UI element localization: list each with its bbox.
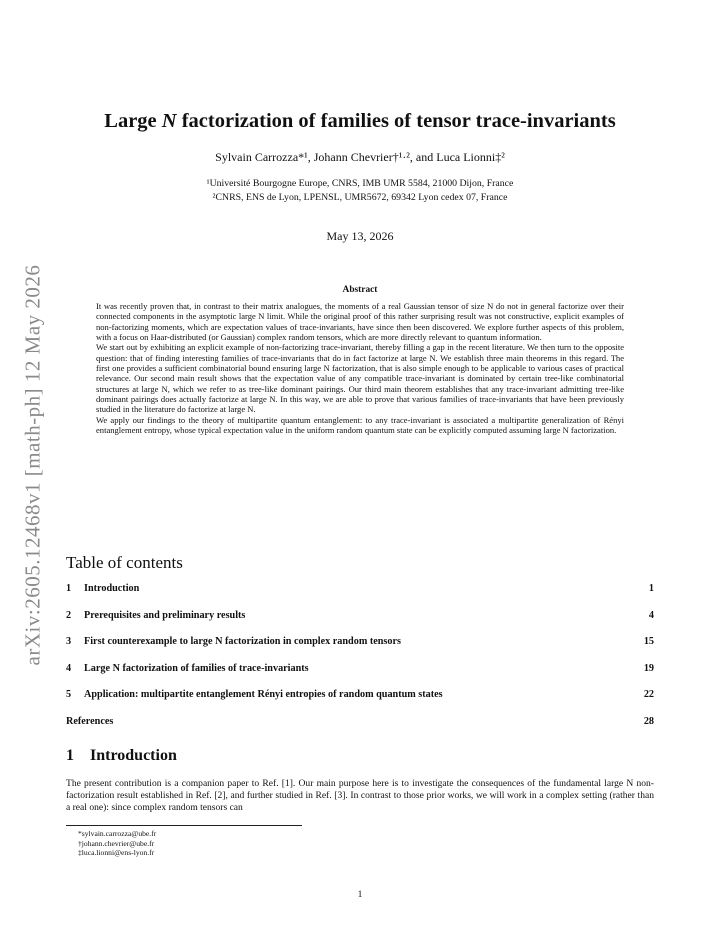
section-title: Introduction <box>90 747 177 764</box>
toc-entry-references[interactable] <box>66 716 654 743</box>
footnotes <box>78 829 156 858</box>
toc-entry[interactable] <box>66 583 654 610</box>
toc-entry[interactable] <box>66 689 654 716</box>
footnote[interactable]: †johann.chevrier@ube.fr <box>78 838 155 848</box>
title-var: N <box>161 110 177 132</box>
page-number: 1 <box>357 890 363 900</box>
affiliation-1: ¹Université Bourgogne Europe, CNRS, IMB UMR 5584, 21000 Dijon, France <box>206 178 514 189</box>
abstract-body <box>96 301 624 435</box>
footnote[interactable]: ‡luca.lionni@ens-lyon.fr <box>78 848 155 858</box>
toc-page[interactable]: 19 <box>643 662 654 674</box>
author-list: Sylvain Carrozza*¹, Johann Chevrier†¹·², and Luca Lionni‡² <box>215 150 505 164</box>
toc-page[interactable]: 28 <box>643 715 654 727</box>
abstract-paragraph: It was recently proven that, in contrast to their matrix analogues, the moments of a real Gaussian tensor of size N do not in general factorize over their connected components in the asymptotic large N limit. While the original proof of this rather surprising result was not constructive, explicit examples of non-factorizing moments, which are expectation values of trace-invariants, have since then been discovered. We explore further aspects of this problem, with a focus on Haar-distributed (or Gaussian) complex random tensors, which are more directly relevant to quantum information. <box>96 301 624 343</box>
toc-number: 2 <box>66 609 72 621</box>
affiliation-2: ²CNRS, ENS de Lyon, LPENSL, UMR5672, 69342 Lyon cedex 07, France <box>212 192 508 203</box>
toc-page[interactable]: 22 <box>643 689 654 700</box>
footnote-rule <box>66 825 302 826</box>
abstract-heading: Abstract <box>342 285 378 295</box>
toc-label[interactable]: Prerequisites and preliminary results <box>84 609 246 621</box>
section-body: The present contribution is a companion paper to Ref. [1]. Our main purpose here is to investigate the consequences of the fundamental large N non-factorization result established in Ref. [2], and further studied in Ref. [3]. In contrast to those prior works, we will work in a complex setting (rather than a real one): since complex random tensors can <box>66 778 654 814</box>
section-number: 1 <box>66 747 74 764</box>
toc-heading: Table of contents <box>66 553 183 572</box>
toc-number: 5 <box>66 689 72 700</box>
paper-title <box>0 110 720 133</box>
abstract-paragraph: We start out by exhibiting an explicit example of non-factorizing trace-invariant, thereby filling a gap in the recent literature. We then turn to the opposite question: that of finding interesting families of trace-invariants that do in fact factorize at large N. We establish three main theorems in this regard. The first one provides a sufficient combinatorial bound ensuring large N factorization, that is also simple enough to be applicable to various cases of practical relevance. Our second main result shows that the expectation value of any compatible trace-invariant is dominated by certain tree-like combinatorial structures at large N, which we refer to as tree-like dominant pairings. Our third main theorem establishes that any trace-invariant admitting tree-like dominant pairings does actually factorize at large N. In this way, we are able to prove that various families of trace-invariants that have been previously studied in the literature do factorize at large N. <box>96 342 624 415</box>
toc-label[interactable]: Introduction <box>84 583 140 594</box>
toc-label[interactable]: First counterexample to large N factorization in complex random tensors <box>84 636 401 647</box>
toc-page[interactable]: 15 <box>643 636 654 647</box>
toc-entry[interactable] <box>66 663 654 690</box>
toc-entry[interactable] <box>66 636 654 663</box>
footnote[interactable]: *sylvain.carrozza@ube.fr <box>78 829 157 838</box>
toc-page[interactable]: 1 <box>648 583 654 594</box>
toc-number: 1 <box>66 583 72 594</box>
toc-number: 4 <box>66 662 72 674</box>
title-pre: Large <box>104 110 162 132</box>
section-heading <box>66 747 177 765</box>
toc-number: 3 <box>66 636 72 647</box>
table-of-contents <box>66 583 654 742</box>
title-post: factorization of families of tensor trace-invariants <box>176 110 616 132</box>
paper-date: May 13, 2026 <box>326 229 394 243</box>
toc-label[interactable]: Large N factorization of families of trace-invariants <box>84 662 309 674</box>
toc-label[interactable]: References <box>66 715 114 727</box>
toc-entry[interactable] <box>66 610 654 637</box>
toc-label[interactable]: Application: multipartite entanglement Rényi entropies of random quantum states <box>84 689 443 700</box>
abstract-paragraph: We apply our findings to the theory of multipartite quantum entanglement: to any trace-invariant is associated a multipartite generalization of Rényi entanglement entropy, whose typical expectation value in the uniform random quantum state can be explicitly computed assuming large N factorization. <box>96 414 624 436</box>
arxiv-stamp: arXiv:2605.12468v1 [math-ph] 12 May 2026 <box>20 264 45 666</box>
toc-page[interactable]: 4 <box>648 609 654 621</box>
